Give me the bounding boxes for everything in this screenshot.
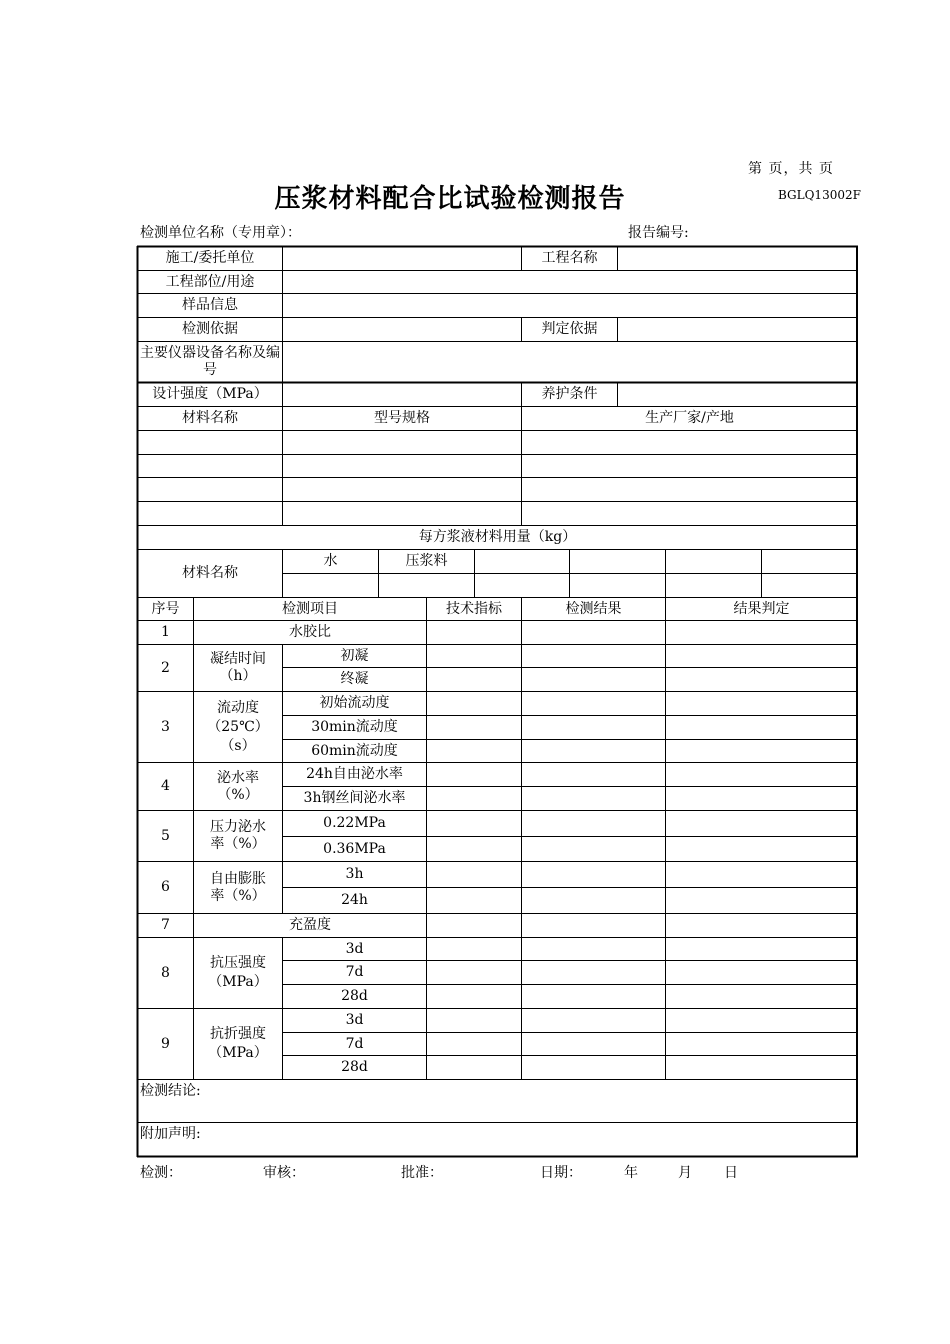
col-no-header: 序号 <box>151 600 180 617</box>
mix-material-name-label: 材料名称 <box>182 565 238 581</box>
row-item: 泌水率（%） <box>217 769 259 803</box>
row-no: 9 <box>161 1035 170 1052</box>
row-item: 抗压强度（MPa） <box>208 955 268 990</box>
row-item: 自由膨胀率（%） <box>210 870 266 904</box>
sample-info-label: 样品信息 <box>182 297 238 313</box>
row-sub-item: 28d <box>341 988 368 1004</box>
row-sub-item: 0.36MPa <box>323 840 386 857</box>
row-item: 充盈度 <box>289 917 331 933</box>
row-sub-item: 3h <box>345 866 364 882</box>
month-label: 月 <box>678 1165 692 1181</box>
row-no: 8 <box>161 964 170 981</box>
row-no: 3 <box>161 718 170 735</box>
curing-label: 养护条件 <box>541 386 598 402</box>
org-name-label: 检测单位名称（专用章）： <box>140 225 301 241</box>
conclusion-label: 检测结论: <box>140 1083 201 1099</box>
row-no: 7 <box>161 917 170 933</box>
client-label: 施工/委托单位 <box>165 250 255 266</box>
row-sub-item: 终凝 <box>340 671 369 687</box>
manufacturer-header: 生产厂家/产地 <box>645 410 734 426</box>
row-sub-item: 3d <box>345 1012 364 1028</box>
design-strength-label: 设计强度（MPa） <box>152 386 268 402</box>
row-no: 5 <box>161 827 170 844</box>
date-label: 日期： <box>540 1165 582 1181</box>
row-sub-item: 初始流动度 <box>319 695 390 711</box>
row-sub-item: 0.22MPa <box>323 815 386 831</box>
row-no: 1 <box>161 624 170 640</box>
row-sub-item: 30min流动度 <box>311 719 398 735</box>
row-sub-item: 24h自由泌水率 <box>306 766 403 782</box>
row-item: 流动度（25℃）（s） <box>207 699 269 754</box>
row-sub-item: 28d <box>341 1059 368 1075</box>
judge-basis-label: 判定依据 <box>541 321 598 337</box>
col-spec-header: 技术指标 <box>446 600 502 617</box>
report-number-label: 报告编号: <box>628 225 689 241</box>
test-basis-label: 检测依据 <box>182 321 238 337</box>
row-sub-item: 7d <box>345 964 364 980</box>
project-name-label: 工程名称 <box>541 250 598 266</box>
row-no: 6 <box>161 879 170 895</box>
material-name-header: 材料名称 <box>182 410 238 426</box>
row-sub-item: 3h钢丝间泌水率 <box>303 790 406 806</box>
row-item: 抗折强度（MPa） <box>208 1026 268 1061</box>
row-item: 水胶比 <box>289 624 331 640</box>
col-item-header: 检测项目 <box>282 600 338 617</box>
approver-label: 批准： <box>401 1165 443 1181</box>
reviewer-label: 审核： <box>263 1165 305 1181</box>
instrument-label: 主要仪器设备名称及编号 <box>140 345 280 378</box>
statement-label: 附加声明: <box>140 1126 201 1142</box>
row-sub-item: 3d <box>345 940 364 957</box>
row-sub-item: 初凝 <box>340 647 369 664</box>
row-no: 2 <box>161 659 170 676</box>
report-title: 压浆材料配合比试验检测报告 <box>274 184 626 214</box>
row-sub-item: 24h <box>341 892 368 908</box>
row-sub-item: 7d <box>345 1035 364 1052</box>
day-label: 日 <box>724 1165 738 1181</box>
row-item: 压力泌水率（%） <box>210 819 266 852</box>
row-no: 4 <box>161 778 170 794</box>
tester-label: 检测： <box>140 1165 182 1181</box>
mix-title: 每方浆液材料用量（kg） <box>418 529 577 545</box>
form-code: BGLQ13002F <box>778 188 861 202</box>
mix-grout-label: 压浆料 <box>405 553 448 569</box>
row-sub-item: 60min流动度 <box>311 742 398 759</box>
part-use-label: 工程部位/用途 <box>165 273 255 290</box>
row-item: 凝结时间（h） <box>210 651 266 684</box>
page-indicator: 第 页，共 页 <box>748 161 834 177</box>
col-judgement-header: 结果判定 <box>733 600 790 617</box>
col-result-header: 检测结果 <box>565 600 622 617</box>
mix-water-label: 水 <box>323 553 338 569</box>
model-spec-header: 型号规格 <box>374 410 430 426</box>
year-label: 年 <box>624 1165 638 1181</box>
